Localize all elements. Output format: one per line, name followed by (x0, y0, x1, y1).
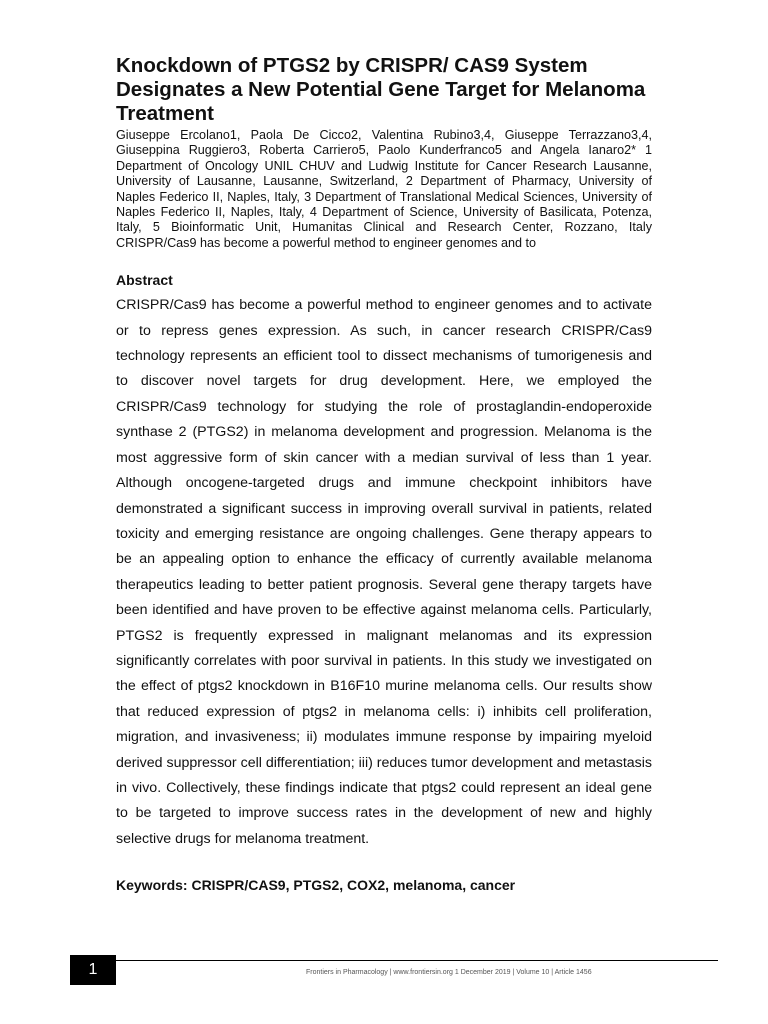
paper-page (116, 54, 652, 894)
keywords: Keywords: CRISPR/CAS9, PTGS2, COX2, melanoma, cancer (116, 877, 516, 894)
page-number: 1 (70, 955, 116, 985)
footer-divider (116, 960, 718, 961)
abstract-heading: Abstract (116, 272, 173, 289)
author-affiliations: Giuseppe Ercolano1, Paola De Cicco2, Valentina Rubino3,4, Giuseppe Terrazzano3,4, Giuseppina Ruggiero3, Roberta Carriero5, Paolo Kunderfranco5 and Angela Ianaro2* 1 Department of Oncology UNIL CHUV and Ludwig Institute for Cancer Research Lausanne, University of Lausanne, Lausanne, Switzerland, 2 Department of Pharmacy, University of Naples Federico II, Naples, Italy, 3 Department of Translational Medical Sciences, University of Naples Federico II, Naples, Italy, 4 Department of Science, University of Basilicata, Potenza, Italy, 5 Bioinformatic Unit, Humanitas Clinical and Research Center, Rozzano, Italy CRISPR/Cas9 has become a powerful method to engineer genomes and to (116, 128, 652, 250)
paper-title: Knockdown of PTGS2 by CRISPR/ CAS9 System Designates a New Potential Gene Target for Melanoma Treatment (116, 54, 646, 125)
footer-citation: Frontiers in Pharmacology | www.frontiersin.org 1 December 2019 | Volume 10 | Article 1456 (306, 969, 592, 976)
abstract-text: CRISPR/Cas9 has become a powerful method to engineer genomes and to activate or to repress genes expression. As such, in cancer research CRISPR/Cas9 technology represents an efficient tool to dissect mechanisms of tumorigenesis and to discover novel targets for drug development. Here, we employed the CRISPR/Cas9 technology for studying the role of prostaglandin-endoperoxide synthase 2 (PTGS2) in melanoma development and progression. Melanoma is the most aggressive form of skin cancer with a median survival of less than 1 year. Although oncogene-targeted drugs and immune checkpoint inhibitors have demonstrated a significant success in improving overall survival in patients, related toxicity and emerging resistance are ongoing challenges. Gene therapy appears to be an appealing option to enhance the efficacy of currently available melanoma therapeutics leading to better patient prognosis. Several gene therapy targets have been identified and have proven to be effective against melanoma cells. Particularly, PTGS2 is frequently expressed in malignant melanomas and its expression significantly correlates with poor survival in patients. In this study we investigated on the effect of ptgs2 knockdown in B16F10 murine melanoma cells. Our results show that reduced expression of ptgs2 in melanoma cells: i) inhibits cell proliferation, migration, and invasiveness; ii) modulates immune response by impairing myeloid derived suppressor cell differentiation; iii) reduces tumor development and metastasis in vivo. Collectively, these findings indicate that ptgs2 could represent an ideal gene to be targeted to improve success rates in the development of new and highly selective drugs for melanoma treatment. (116, 297, 652, 847)
